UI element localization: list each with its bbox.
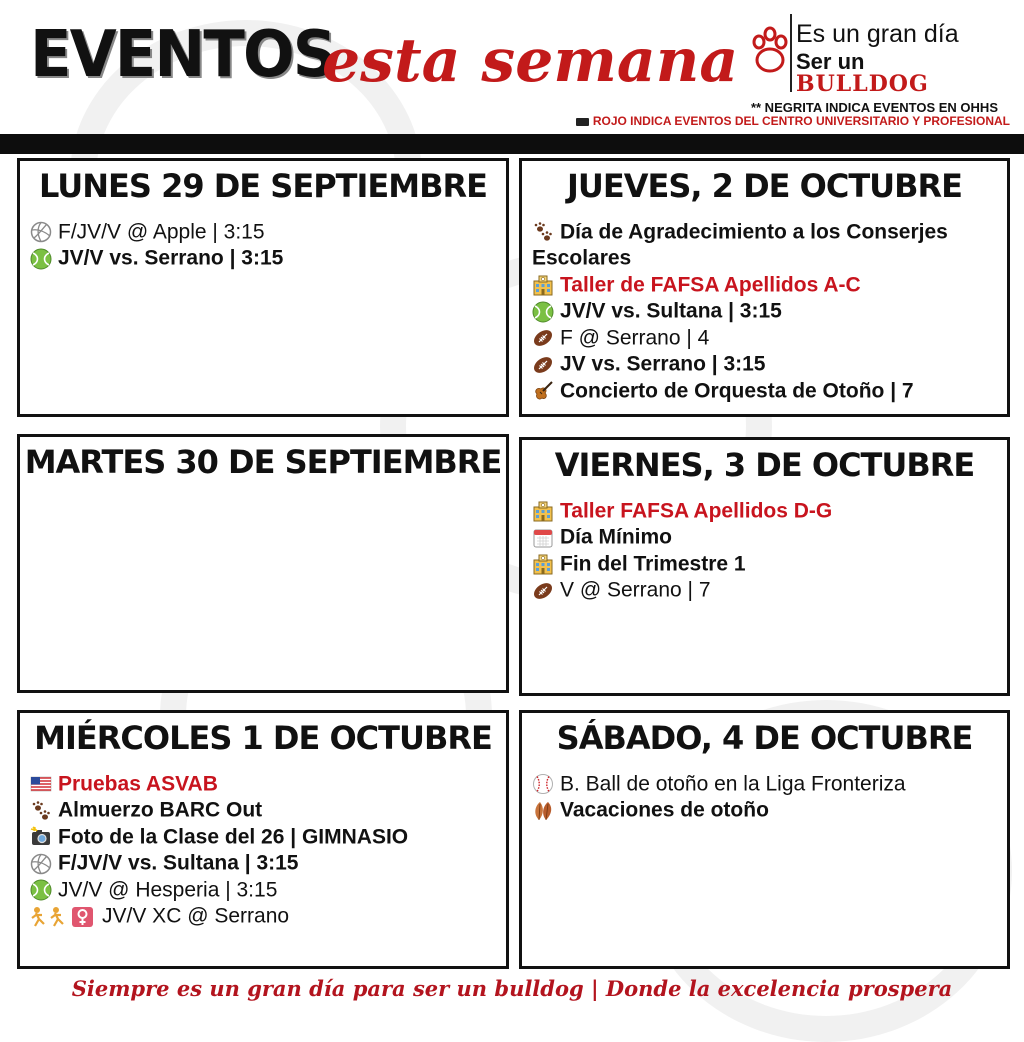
violin-icon [532,380,554,402]
school-building-icon [532,553,554,575]
event-list [532,771,999,824]
camera-flash-icon [30,826,52,848]
event-item [30,877,498,903]
day-title: MARTES 30 DE SEPTIEMBRE [24,443,502,481]
school-building-icon [532,500,554,522]
event-item [30,824,498,850]
event-item [532,577,999,603]
event-text: Taller FAFSA Apellidos D-G [560,499,833,523]
event-text: Vacaciones de otoño [560,798,769,822]
event-list [30,219,498,272]
event-item [532,771,999,797]
title-script: esta semana [322,26,739,96]
event-item [532,378,999,404]
event-item [532,272,999,298]
football-icon [532,327,554,349]
event-text: Taller de FAFSA Apellidos A-C [560,273,861,297]
day-card-monday [17,158,509,417]
note-red-text: ROJO INDICA EVENTOS DEL CENTRO UNIVERSITARIO Y PROFESIONAL [592,114,1010,128]
day-card-saturday [519,710,1010,969]
day-card-tuesday [17,434,509,693]
event-list [30,771,498,930]
event-item [30,219,498,245]
event-text: F/JV/V vs. Sultana | 3:15 [58,851,299,875]
event-item [30,771,498,797]
event-item [30,903,498,929]
bulldog-paw-icon [752,20,788,80]
day-card-friday [519,437,1010,696]
football-icon [532,354,554,376]
calendar-icon [532,527,554,549]
day-title: SÁBADO, 4 DE OCTUBRE [556,719,973,757]
event-text: F/JV/V @ Apple | 3:15 [58,220,265,244]
event-item [532,351,999,377]
event-text: JV/V @ Hesperia | 3:15 [58,878,278,902]
event-text: JV/V vs. Serrano | 3:15 [58,246,284,270]
header [0,0,1024,140]
volleyball-icon [30,853,52,875]
bulldog-logo [752,8,982,97]
logo-line-1: Es un gran día [796,20,959,48]
event-item [532,219,999,272]
footer-slogan: Siempre es un gran día para ser un bulldog | Donde la excelencia prospera [71,976,953,1001]
event-list [532,219,999,404]
day-title: LUNES 29 DE SEPTIEMBRE [39,167,487,205]
us-flag-icon [30,773,52,795]
tennis-ball-icon [30,248,52,270]
event-item [532,797,999,823]
header-divider-bar [0,134,1024,154]
event-text: Almuerzo BARC Out [58,798,263,822]
logo-line-3: BULLDOG [796,71,929,97]
note-bold-legend: ** NEGRITA INDICA EVENTOS EN OHHS [750,100,998,115]
graduation-cap-icon [576,118,589,126]
event-text: F @ Serrano | 4 [560,326,710,350]
day-title: VIERNES, 3 DE OCTUBRE [554,446,975,484]
event-text: B. Ball de otoño en la Liga Fronteriza [560,772,906,796]
note-red-legend [576,114,1010,128]
event-item [532,551,999,577]
event-text: Día Mínimo [560,525,673,549]
event-text: Fin del Trimestre 1 [560,552,746,576]
event-item [30,245,498,271]
runners-female-icon [30,906,96,928]
autumn-leaves-icon [532,800,554,822]
event-item [30,850,498,876]
event-text: JV/V vs. Sultana | 3:15 [560,299,782,323]
tennis-ball-icon [532,301,554,323]
volleyball-icon [30,221,52,243]
day-card-thursday [519,158,1010,417]
day-title: JUEVES, 2 DE OCTUBRE [566,167,963,205]
event-item [532,524,999,550]
day-title: MIÉRCOLES 1 DE OCTUBRE [34,719,492,757]
event-item [30,797,498,823]
title-bold: EVENTOS [30,18,335,92]
day-card-wednesday [17,710,509,969]
event-text: JV/V XC @ Serrano [102,904,290,928]
event-text: Día de Agradecimiento a los Conserjes Escolares [532,220,948,270]
event-text: Foto de la Clase del 26 | GIMNASIO [58,825,409,849]
logo-divider [790,14,792,92]
event-list [532,498,999,604]
tennis-ball-icon [30,879,52,901]
event-item [532,325,999,351]
baseball-icon [532,773,554,795]
event-text: JV vs. Serrano | 3:15 [560,352,766,376]
logo-line-2: Ser un [796,49,865,74]
school-building-icon [532,274,554,296]
football-icon [532,580,554,602]
event-item [532,498,999,524]
event-text: Concierto de Orquesta de Otoño | 7 [560,379,914,403]
paw-prints-icon [532,221,554,243]
event-text: V @ Serrano | 7 [560,578,711,602]
event-item [532,298,999,324]
event-text: Pruebas ASVAB [58,772,218,796]
paw-prints-icon [30,800,52,822]
